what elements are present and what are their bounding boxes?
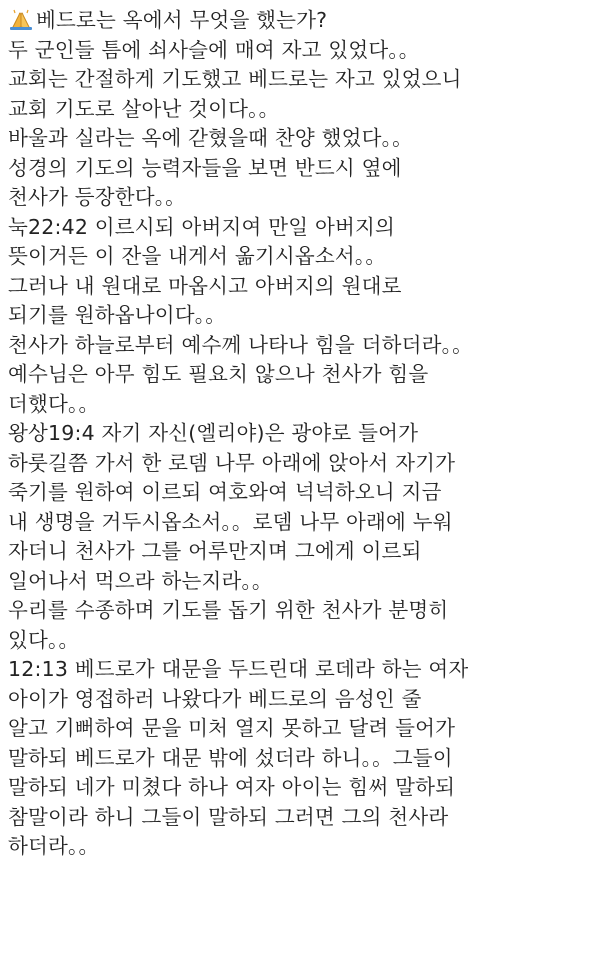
note-line: 하더라。。	[8, 834, 100, 858]
note-line: 참말이라 하니 그들이 말하되 그러면 그의 천사라	[8, 804, 449, 829]
note-line: 왕상19:4 자기 자신(엘리야)은 광야로 들어가	[8, 421, 419, 445]
note-line: 되기를 원하옵나이다。。	[8, 303, 226, 327]
note-line: 아이가 영접하러 나왔다가 베드로의 음성인 줄	[8, 686, 422, 711]
note-line: 예수님은 아무 힘도 필요치 않으나 천사가 힘을	[8, 362, 429, 386]
note-body	[8, 6, 596, 862]
note-line: 내 생명을 거두시옵소서。。로뎀 나무 아래에 누워	[8, 509, 453, 534]
note-line: 뜻이거든 이 잔을 내게서 옮기시옵소서。。	[8, 244, 387, 268]
folded-hands-icon	[8, 7, 34, 31]
note-title: 베드로는 옥에서 무엇을 했는가?	[36, 8, 328, 32]
note-line: 우리를 수종하며 기도를 돕기 위한 천사가 분명히	[8, 598, 449, 622]
note-line: 성경의 기도의 능력자들을 보면 반드시 옆에	[8, 155, 402, 180]
note-line: 더했다。。	[8, 391, 100, 416]
note-line: 눅22:42 이르시되 아버지여 만일 아버지의	[8, 214, 395, 239]
note-line: 죽기를 원하여 이르되 여호와여 넉넉하오니 지금	[8, 480, 442, 504]
note-line: 그러나 내 원대로 마옵시고 아버지의 원대로	[8, 273, 402, 298]
note-line: 말하되 네가 미쳤다 하나 여자 아이는 힘써 말하되	[8, 775, 456, 799]
note-title-line	[8, 6, 596, 36]
note-line: 천사가 등장한다。。	[8, 185, 186, 209]
note-line: 일어나서 먹으라 하는지라。。	[8, 568, 273, 593]
note-line: 자더니 천사가 그를 어루만지며 그에게 이르되	[8, 539, 422, 563]
note-line: 알고 기뻐하여 문을 미처 열지 못하고 달려 들어가	[8, 716, 456, 740]
note-line: 바울과 실라는 옥에 갇혔을때 찬양 했었다。。	[8, 126, 413, 150]
note-line: 말하되 베드로가 대문 밖에 섰더라 하니。。그들이	[8, 745, 453, 770]
note-line: 두 군인들 틈에 쇠사슬에 매여 자고 있었다。。	[8, 37, 420, 62]
note-line: 교회는 간절하게 기도했고 베드로는 자고 있었으니	[8, 67, 462, 91]
note-line: 12:13 베드로가 대문을 두드린대 로데라 하는 여자	[8, 657, 469, 681]
note-line: 있다。。	[8, 627, 80, 652]
note-line: 교회 기도로 살아난 것이다。。	[8, 96, 280, 121]
note-line: 하룻길쯤 가서 한 로뎀 나무 아래에 앉아서 자기가	[8, 450, 456, 475]
note-line: 천사가 하늘로부터 예수께 나타나 힘을 더하더라。。	[8, 332, 473, 357]
